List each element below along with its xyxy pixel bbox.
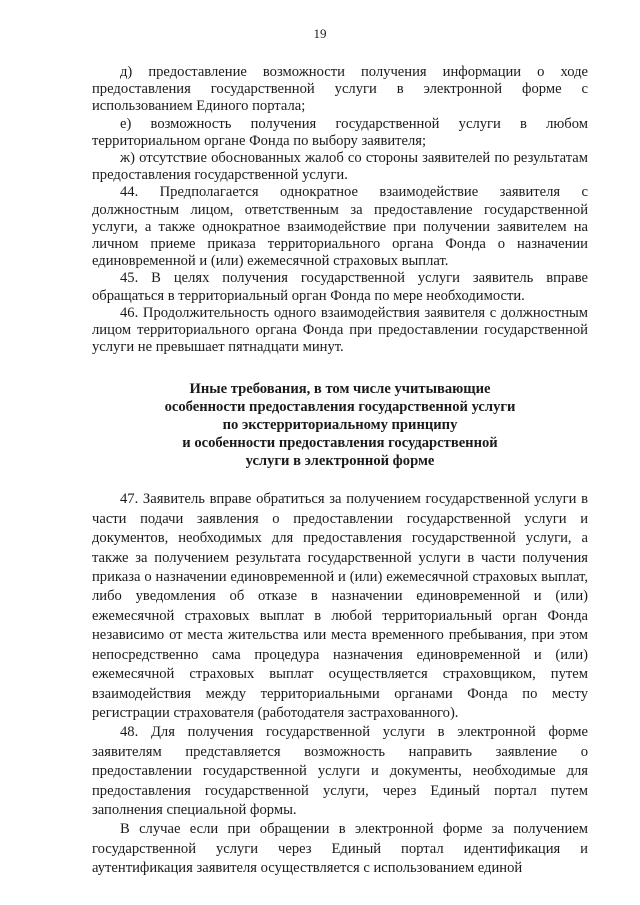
heading-line: услуги в электронной форме — [245, 453, 435, 470]
item-zh: ж) отсутствие обоснованных жалоб со стороны заявителей по результатам предоставления государственной услуги. — [92, 150, 588, 184]
heading-line: особенности предоставления государственной услуги — [164, 399, 516, 416]
top-section — [92, 64, 588, 356]
clause-44: 44. Предполагается однократное взаимодействие заявителя с должностным лицом, ответственным за предоставление государственной услуги, а также однократное взаимодействие при получении заявителем на личном приеме приказа территориального органа Фонда о назначении единовременной и (или) ежемесячной страховых выплат. — [92, 184, 588, 270]
clause-47: 47. Заявитель вправе обратиться за получением государственной услуги в части подачи заявления о предоставлении государственной услуги и документов, необходимых для предоставления государственной услуги, а также за получением результата государственной услуги в части получения приказа о назначении единовременной и (или) ежемесячной страховых выплат, либо уведомления об отказе в назначении единовременной и (или) ежемесячной страховых выплат в любой территориальный орган Фонда независимо от места жительства или места временного пребывания, при этом непосредственно сама процедура назначения единовременной и (или) ежемесячной страховых выплат осуществляется страховщиком, путем взаимодействия между территориальными органами Фонда по месту регистрации страхователя (работодателя застрахованного). — [92, 491, 588, 721]
clause-46: 46. Продолжительность одного взаимодействия заявителя с должностным лицом территориального органа Фонда при предоставлении государственной услуги не превышает пятнадцати минут. — [92, 304, 588, 356]
item-e: е) возможность получения государственной услуги в любом территориальном органе Фонда по выбору заявителя; — [92, 115, 588, 149]
page-number: 19 — [313, 26, 327, 41]
heading-line: по экстерриториальному принципу — [222, 417, 458, 434]
clause-48: 48. Для получения государственной услуги в электронной форме заявителям представляется возможность направить заявление о предоставлении государственной услуги и документы, необходимые для предоставления государственной услуги, через Единый портал путем заполнения специальной формы. — [92, 724, 588, 818]
clause-45: 45. В целях получения государственной услуги заявитель вправе обращаться в территориальный орган Фонда по мере необходимости. — [92, 270, 588, 304]
item-d: д) предоставление возможности получения информации о ходе предоставления государственной услуги в электронной форме с использованием Единого портала; — [92, 64, 588, 115]
heading-line: и особенности предоставления государственной — [182, 435, 498, 452]
bottom-section — [92, 490, 588, 878]
section-heading — [92, 380, 588, 470]
heading-line: Иные требования, в том числе учитывающие — [189, 381, 491, 398]
clause-48-continuation: В случае если при обращении в электронной форме за получением государственной услуги через Единый портал идентификация и аутентификация заявителя осуществляется с использованием единой — [92, 821, 588, 877]
